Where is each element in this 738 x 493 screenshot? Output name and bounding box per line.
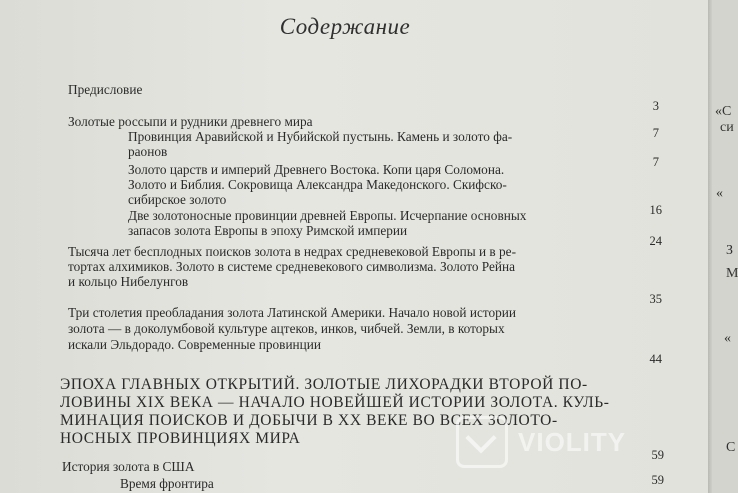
toc-entry-arabian-line2: раонов bbox=[128, 144, 168, 159]
toc-entry-east-line3: сибирское золото bbox=[128, 192, 227, 207]
toc-entry-europe-line2: запасов золота Европы в эпоху Римской империи bbox=[128, 223, 408, 238]
toc-part-heading-line4: НОСНЫХ ПРОВИНЦИЯХ МИРА bbox=[60, 430, 301, 447]
toc-part-heading-line1: ЭПОХА ГЛАВНЫХ ОТКРЫТИЙ. ЗОЛОТЫЕ ЛИХОРАДКИ ВТОРОЙ ПО- bbox=[60, 376, 588, 393]
toc-page-east: 16 bbox=[649, 203, 662, 217]
toc-entry-europe: Две золотоносные провинции древней Европы. Исчерпание основных bbox=[128, 208, 527, 223]
toc-part-heading-line3: МИНАЦИЯ ПОИСКОВ И ДОБЫЧИ В XX ВЕКЕ ВО ВСЕХ ЗОЛОТО- bbox=[60, 412, 558, 429]
adjacent-fragment: « bbox=[724, 331, 731, 346]
toc-entry-latin-america: Три столетия преобладания золота Латинской Америки. Начало новой истории bbox=[68, 305, 517, 320]
toc-entry-east-line2: Золото и Библия. Сокровища Александра Македонского. Скифско- bbox=[128, 177, 507, 192]
toc-entry-usa: История золота в США bbox=[62, 459, 195, 474]
toc-page-preface: 3 bbox=[652, 99, 659, 113]
adjacent-fragment: си bbox=[720, 120, 734, 135]
toc-entry-middle-ages-line2: тортах алхимиков. Золото в системе средневекового символизма. Золото Рейна bbox=[68, 259, 516, 274]
watermark bbox=[456, 410, 706, 474]
adjacent-fragment: « bbox=[716, 186, 723, 201]
toc-entry-ancient-gold: Золотые россыпи и рудники древнего мира bbox=[68, 114, 313, 129]
toc-page-ancient-gold: 7 bbox=[652, 126, 659, 140]
toc-entry-latin-america-line3: искали Эльдорадо. Современные провинции bbox=[68, 337, 322, 352]
adjacent-fragment: «С bbox=[715, 104, 732, 119]
toc-page-latin-america: 44 bbox=[649, 352, 662, 366]
adjacent-fragment: М bbox=[726, 266, 738, 281]
toc-page-part-heading: 59 bbox=[651, 448, 664, 462]
toc-page-middle-ages: 35 bbox=[649, 292, 662, 306]
violity-logo-icon bbox=[456, 416, 508, 468]
adjacent-page bbox=[712, 0, 738, 493]
page-title: Содержание bbox=[279, 14, 411, 39]
toc-entry-arabian: Провинция Аравийской и Нубийской пустынь. Камень и золото фа- bbox=[128, 129, 513, 144]
toc-entry-frontier: Время фронтира bbox=[120, 476, 214, 491]
watermark-text: VIOLITY bbox=[518, 426, 627, 457]
toc-page-arabian: 7 bbox=[652, 155, 659, 169]
toc-entry-middle-ages-line3: и кольцо Нибелунгов bbox=[68, 274, 189, 289]
toc-entry-east: Золото царств и империй Древнего Востока. Копи царя Соломона. bbox=[128, 162, 505, 177]
toc-entry-latin-america-line2: золота — в доколумбовой культуре ацтеков, инков, чибчей. Земли, в которых bbox=[68, 321, 505, 336]
adjacent-fragment: С bbox=[726, 440, 736, 455]
toc-page-usa: 59 bbox=[651, 473, 664, 487]
toc-part-heading-line2: ЛОВИНЫ XIX ВЕКА — НАЧАЛО НОВЕЙШЕЙ ИСТОРИИ ЗОЛОТА. КУЛЬ- bbox=[60, 394, 610, 411]
toc-page-europe: 24 bbox=[649, 234, 662, 248]
toc-entry-middle-ages: Тысяча лет бесплодных поисков золота в недрах средневековой Европы и в ре- bbox=[68, 244, 516, 259]
adjacent-fragment: З bbox=[726, 243, 734, 258]
toc-entry-preface: Предисловие bbox=[68, 82, 143, 97]
